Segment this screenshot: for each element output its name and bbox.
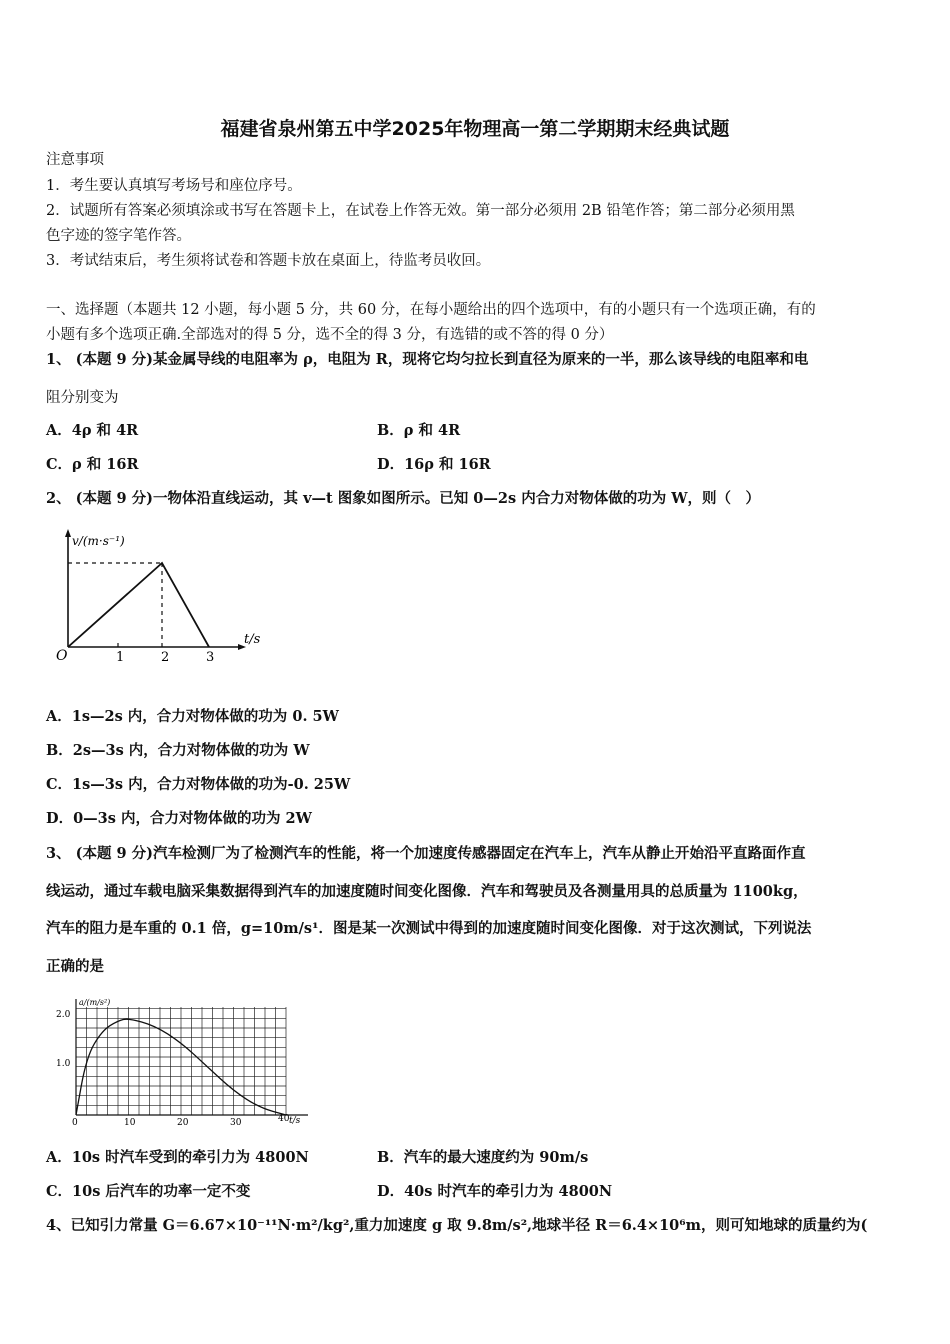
q1-stem: 1、 (本题 9 分)某金属导线的电阻率为 ρ，电阻为 R，现将它均匀拉长到直径为原来的一半，那么该导线的电阻率和电 [46, 351, 809, 368]
section-heading-cont: 小题有多个选项正确.全部选对的得 5 分，选不全的得 3 分，有选错的或不答的得 0 分） [46, 327, 614, 343]
vt-ylabel: v/(m·s⁻¹) [72, 534, 125, 548]
q4-stem: 4、已知引力常量 G＝6.67×10⁻¹¹N·m²/kg²,重力加速度 g 取 9.8m/s²,地球半径 R＝6.4×10⁶m，则可知地球的质量约为( [46, 1217, 868, 1234]
q3-option-d: D．40s 时汽车的牵引力为 4800N [377, 1183, 613, 1200]
q3-stem-cont: 汽车的阻力是车重的 0.1 倍，g=10m/s¹．图是某一次测试中得到的加速度随时间变化图像．对于这次测试，下列说法 [46, 920, 812, 937]
vt-xtick: 1 [116, 650, 125, 665]
notice-item: 1．考生要认真填写考场号和座位序号。 [46, 178, 302, 194]
q3-stem-cont: 正确的是 [46, 958, 104, 975]
q1-option-b: B．ρ 和 4R [377, 422, 461, 439]
at-xtick: 40 [278, 1114, 290, 1124]
q3-stem-cont: 线运动，通过车载电脑采集数据得到汽车的加速度随时间变化图像．汽车和驾驶员及各测量用具的总质量为 1100kg， [46, 883, 808, 900]
vt-origin: O [56, 648, 68, 664]
vt-series-line [68, 563, 209, 647]
vt-y-arrow [65, 529, 71, 537]
q3-option-a: A．10s 时汽车受到的牵引力为 4800N [46, 1149, 309, 1166]
q2-option-b: B．2s—3s 内，合力对物体做的功为 W [46, 742, 310, 759]
q1-stem-cont: 阻分别变为 [46, 390, 119, 406]
q1-option-c: C．ρ 和 16R [46, 456, 139, 473]
q2-option-c: C．1s—3s 内，合力对物体做的功为-0. 25W [46, 776, 351, 793]
vt-xlabel: t/s [244, 632, 261, 647]
at-ytick: 1.0 [56, 1059, 71, 1069]
q1-option-d: D．16ρ 和 16R [377, 456, 491, 473]
at-xlabel: t/s [289, 1116, 301, 1126]
vt-xtick: 3 [206, 650, 215, 665]
notice-heading: 注意事项 [46, 152, 104, 168]
at-ylabel: a/(m/s²) [79, 998, 111, 1007]
q3-option-b: B．汽车的最大速度约为 90m/s [377, 1149, 589, 1166]
at-xtick: 0 [72, 1118, 78, 1128]
at-xtick: 10 [124, 1118, 136, 1128]
page-title: 福建省泉州第五中学2025年物理高一第二学期期末经典试题 [220, 118, 730, 140]
notice-item: 3．考试结束后，考生须将试卷和答题卡放在桌面上，待监考员收回。 [46, 253, 491, 269]
notice-item: 色字迹的签字笔作答。 [46, 228, 191, 244]
q2-option-d: D．0—3s 内，合力对物体做的功为 2W [46, 810, 312, 827]
at-xtick: 20 [177, 1118, 189, 1128]
at-grid [76, 1007, 286, 1115]
q3-stem: 3、 (本题 9 分)汽车检测厂为了检测汽车的性能，将一个加速度传感器固定在汽车上，汽车从静止开始沿平直路面作直 [46, 845, 806, 862]
q3-option-c: C．10s 后汽车的功率一定不变 [46, 1183, 251, 1200]
q1-option-a: A．4ρ 和 4R [46, 422, 139, 439]
q2-stem: 2、 (本题 9 分)一物体沿直线运动，其 v—t 图象如图所示。已知 0—2s 内合力对物体做的功为 W，则（ ） [46, 490, 761, 507]
at-xtick: 30 [230, 1118, 242, 1128]
section-heading: 一、选择题（本题共 12 小题，每小题 5 分，共 60 分，在每小题给出的四个选项中，有的小题只有一个选项正确，有的 [46, 302, 816, 318]
at-graph [46, 995, 316, 1130]
notice-item: 2．试题所有答案必须填涂或书写在答题卡上，在试卷上作答无效。第一部分必须用 2B 铅笔作答；第二部分必须用黑 [46, 203, 795, 219]
at-ytick: 2.0 [56, 1010, 71, 1020]
vt-graph [46, 525, 286, 675]
q2-option-a: A．1s—2s 内，合力对物体做的功为 0. 5W [46, 708, 339, 725]
vt-xtick: 2 [161, 650, 170, 665]
